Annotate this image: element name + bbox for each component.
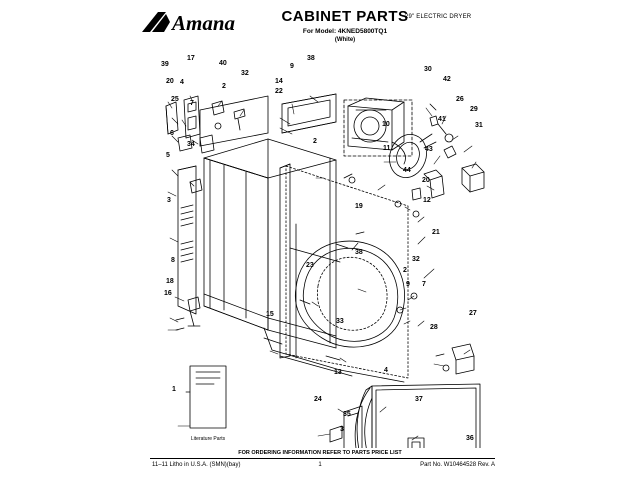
callout-number: 35	[343, 411, 351, 418]
callout-number: 9	[290, 63, 294, 70]
callout-number: 34	[187, 141, 195, 148]
callout-number: 29	[470, 106, 478, 113]
callout-number: 13	[334, 369, 342, 376]
cabinet-shell	[178, 96, 336, 348]
callout-number: 39	[161, 61, 169, 68]
callout-number: 38	[307, 55, 315, 62]
callout-number: 32	[241, 70, 249, 77]
callout-number: 21	[432, 229, 440, 236]
callout-number: 2	[222, 83, 226, 90]
callout-number: 20	[166, 78, 174, 85]
model-line: For Model: 4KNED5800TQ1	[302, 28, 388, 35]
callout-number: 28	[430, 324, 438, 331]
callout-number: 11	[383, 145, 391, 152]
callout-number: 12	[423, 197, 431, 204]
callout-number: 1	[172, 386, 176, 393]
callout-number: 7	[190, 100, 194, 107]
callout-number: 2	[403, 267, 407, 274]
control-console	[282, 94, 336, 133]
part-number: Part No. W10464528 Rev. A	[420, 462, 495, 468]
callout-number: 3	[340, 426, 344, 433]
callout-number: 26	[456, 96, 464, 103]
callout-number: 27	[469, 310, 477, 317]
callout-number: 6	[170, 130, 174, 137]
callout-number: 3	[167, 197, 171, 204]
callout-number: 2	[313, 138, 317, 145]
callout-number: 7	[422, 281, 426, 288]
callout-number: 36	[466, 435, 474, 442]
callout-number: 9	[406, 281, 410, 288]
callout-number: 15	[266, 311, 274, 318]
color-line: (White)	[334, 37, 356, 43]
callout-number: 5	[166, 152, 170, 159]
callout-number: 43	[425, 146, 433, 153]
page-title: CABINET PARTS	[281, 8, 409, 25]
page-number: 1	[318, 462, 322, 468]
door-assembly	[330, 384, 480, 448]
callout-number: 22	[275, 88, 283, 95]
callout-number: 18	[166, 278, 174, 285]
misc-hardware	[300, 174, 417, 360]
drum-bulkhead	[295, 241, 404, 347]
amana-logo	[136, 8, 256, 38]
top-right-fasteners	[430, 104, 456, 158]
callout-number: 38	[355, 249, 363, 256]
callout-number: 19	[355, 203, 363, 210]
callout-number: 23	[306, 262, 314, 269]
callout-number: 14	[275, 78, 283, 85]
callout-number: 32	[412, 256, 420, 263]
callout-number: 30	[424, 66, 432, 73]
callout-number: 4	[180, 79, 184, 86]
literature-parts-label: Literature Parts	[190, 436, 226, 442]
footer-divider	[150, 458, 495, 459]
callout-number: 16	[164, 290, 172, 297]
callout-number: 44	[403, 167, 411, 174]
literature-parts-booklet	[186, 366, 226, 428]
callout-number: 20	[422, 177, 430, 184]
callout-number: 24	[314, 396, 322, 403]
callout-number: 40	[219, 60, 227, 67]
callout-number: 41	[438, 116, 446, 123]
litho-info: 11–11 Litho in U.S.A. (SMN)(bay)	[152, 462, 241, 468]
product-descriptor: 29" ELECTRIC DRYER	[405, 14, 472, 20]
svg-text:Amana: Amana	[172, 11, 236, 35]
callout-number: 8	[171, 257, 175, 264]
callout-number: 42	[443, 76, 451, 83]
callout-number: 10	[382, 121, 390, 128]
callout-number: 4	[384, 367, 388, 374]
blower-housing	[344, 98, 412, 156]
callout-number: 37	[415, 396, 423, 403]
callout-number: 25	[171, 96, 179, 103]
callout-number: 33	[336, 318, 344, 325]
cabinet-rear-brackets	[436, 344, 474, 374]
callout-number: 31	[475, 122, 483, 129]
callout-number: 17	[187, 55, 195, 62]
front-panel-frame	[280, 164, 408, 378]
cabinet-parts-illustration	[0, 38, 640, 448]
ordering-note: FOR ORDERING INFORMATION REFER TO PARTS PRICE LIST	[238, 450, 402, 456]
